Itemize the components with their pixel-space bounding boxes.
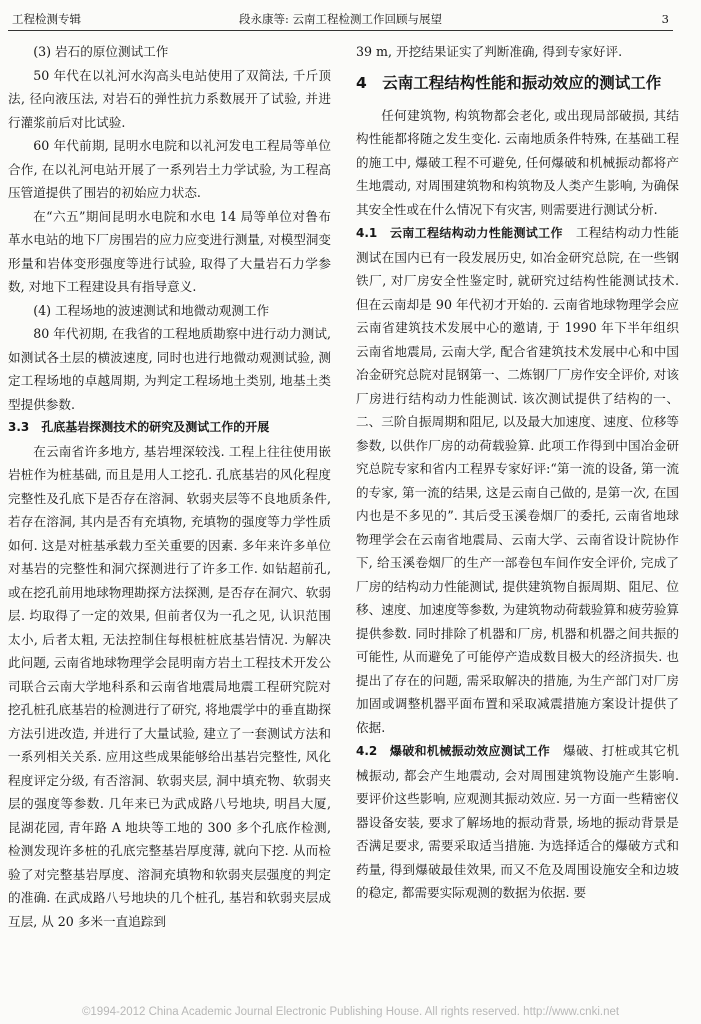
section-heading-4-1: 4.1 云南工程结构动力性能测试工作 <box>356 226 563 240</box>
section-heading-4: 4 云南工程结构性能和振动效应的测试工作 <box>356 73 662 92</box>
page-number: 3 <box>661 12 669 26</box>
copyright-footer: ©1994-2012 China Academic Journal Electronic Publishing House. All rights reserved. http://www.cnki.net <box>81 1006 620 1018</box>
paragraph: 任何建筑物, 构筑物都会老化, 或出现局部破损, 其结构性能都将随之发生变化. 云南地质条件特殊, 在基础工程的施工中, 爆破工程不可避免, 任何爆破和机械振动都将产生地震动, 对周围建筑物和构筑物及人类产生影响, 为确保其安全性或在什么情况下有灾害, 则需要进行测试分析. <box>356 107 679 217</box>
article-running-title: 段永康等: 云南工程检测工作回顾与展望 <box>238 12 443 26</box>
paragraph: 在“六五”期间昆明水电院和水电 14 局等单位对鲁布革水电站的地下厂房围岩的应力应变进行测量, 对模型洞变形量和岩体变形强度等进行试验, 取得了大量岩石力学参数, 对地下工程建设具有指导意义. <box>8 208 331 294</box>
paragraph <box>356 221 679 739</box>
paragraph: 50 年代在以礼河水沟高头电站使用了双简法, 千斤顶法, 径向液压法, 对岩石的弹性抗力系数展开了试验, 并进行灌浆前后对比试验. <box>8 67 331 130</box>
running-header <box>8 8 673 31</box>
paragraph: 60 年代前期, 昆明水电院和以礼河发电工程局等单位合作, 在以礼河电站开展了一系列岩土力学试验, 为工程高压管道提供了围岩的初始应力状态. <box>8 138 331 200</box>
section-heading-4-2: 4.2 爆破和机械振动效应测试工作 <box>356 744 551 758</box>
paragraph-text: 工程结构动力性能测试在国内已有一段发展历史, 如冶金研究总院, 在一些钢铁厂, 对厂房安全性鉴定时, 就研究过结构性能测试技术. 但在云南却是 90 年代初才开始的. 云南省地球物理学会应云南省建筑技术发展中心的邀请, 于 1990 年下半年组织云南省地震局, 云南大学, 配合省建筑技术发展中心和中国冶金研究总院对昆钢第一、二炼钢厂厂房作安全评价, 对该厂房进行结构动力性能测试. 该次测试提供了结构的一、二、三阶自振周期和阻尼, 以及最大加速度、速度、位移等参数, 以供作厂房的动荷载验算. 此项工作得到中国冶金研究总院专家和省内工程界专家好评:“第一流的设备, 第一流的专家, 第一流的结果, 这是云南自己做的, 是第一次, 在国内也是不多见的”. 其后受玉溪卷烟厂的委托, 云南省地球物理学会在云南省地震局、云南大学、云南省设计院协作下, 给玉溪卷烟厂的生产一部卷包车间作安全评价, 完成了厂房的结构动力性能测试, 提供建筑物自振周期、阻尼、位移、速度、加速度等参数, 为建筑物动荷载验算和疲劳验算提供参数. 同时排除了机器和厂房, 机器和机器之间共振的可能性, 从而避免了可能停产造成数目极大的经济损失. 也提出了存在的问题, 需采取解决的措施, 为生产部门对厂房加固或调整机器平面布置和采取减震措施方案设计提供了依据. <box>356 225 679 735</box>
section-heading-3-3: 3.3 孔底基岩探测技术的研究及测试工作的开展 <box>8 420 270 434</box>
right-column <box>356 40 679 980</box>
paragraph: 80 年代初期, 在我省的工程地质勘察中进行动力测试, 如测试各土层的横波速度, 同时也进行地微动观测试验, 测定工程场地的卓越周期, 为判定工程场地土类别, 地基土类型提供参数. <box>8 326 331 412</box>
subheading-rock-insitu: (3) 岩石的原位测试工作 <box>33 44 169 59</box>
journal-name: 工程检测专辑 <box>12 12 81 26</box>
subheading-wave-velocity: (4) 工程场地的波速测试和地微动观测工作 <box>33 302 270 318</box>
left-column <box>8 40 331 980</box>
paragraph-text: 爆破、打桩或其它机械振动, 都会产生地震动, 会对周围建筑物设施产生影响. 要评价这些影响, 应观测其振动效应. 另一方面一些精密仪器设备安装, 要求了解场地的振动背景, 场地的振动背景是否满足要求, 需要采取适当措施. 为选择适合的爆破方式和药量, 得到爆破最佳效果, 而又不危及周围设施安全和边坡的稳定, 都需要实际观测的数据为依据. 要 <box>356 743 679 900</box>
paragraph: 在云南省许多地方, 基岩埋深较浅. 工程上往往使用嵌岩桩作为桩基础, 而且是用人工挖孔. 孔底基岩的风化程度完整性及孔底下是否存在溶洞、软弱夹层等不良地质条件, 若存在溶洞, 其内是否有充填物, 充填物的强度等力学性质如何. 这是对桩基承载力至关重要的因素. 多年来许多单位对基岩的完整性和洞穴探测进行了许多工作. 如钻超前孔, 或在挖孔前用地球物理勘探方法探测, 是否存在洞穴、软弱层. 均取得了一定的效果, 但前者仅为一孔之见, 认识范围太小, 后者太粗, 无法控制住每根桩桩底基岩情况. 为解决此问题, 云南省地球物理学会昆明南方岩土工程技术开发公司联合云南大学地科系和云南省地震局地震工程研究院对挖孔桩孔底基岩的检测进行了研究, 将地震学中的垂直勘探方法引进改造, 并进行了大量试验, 建立了一套测试方法和一系列相关关系. 应用这些成果能够给出基岩完整性, 风化程度评定分级, 有否溶洞、软弱夹层, 洞中填充物、软弱夹层的强度等参数. 几年来已为武成路八号地块, 明昌大厦, 昆湖花园, 青年路 A 地块等工地的 300 多个孔底作检测, 检测发现许多桩的孔底完整基岩厚度薄, 就向下挖. 从而检验了对完整基岩厚度、溶洞充填物和软弱夹层强度的判定的准确. 在武成路八号地块的几个桩孔, 基岩和软弱夹层成互层, 从 20 多米一直追踪到 <box>8 443 331 929</box>
paragraph-continued: 39 m, 开挖结果证实了判断准确, 得到专家好评. <box>356 44 623 59</box>
paragraph <box>356 739 679 905</box>
